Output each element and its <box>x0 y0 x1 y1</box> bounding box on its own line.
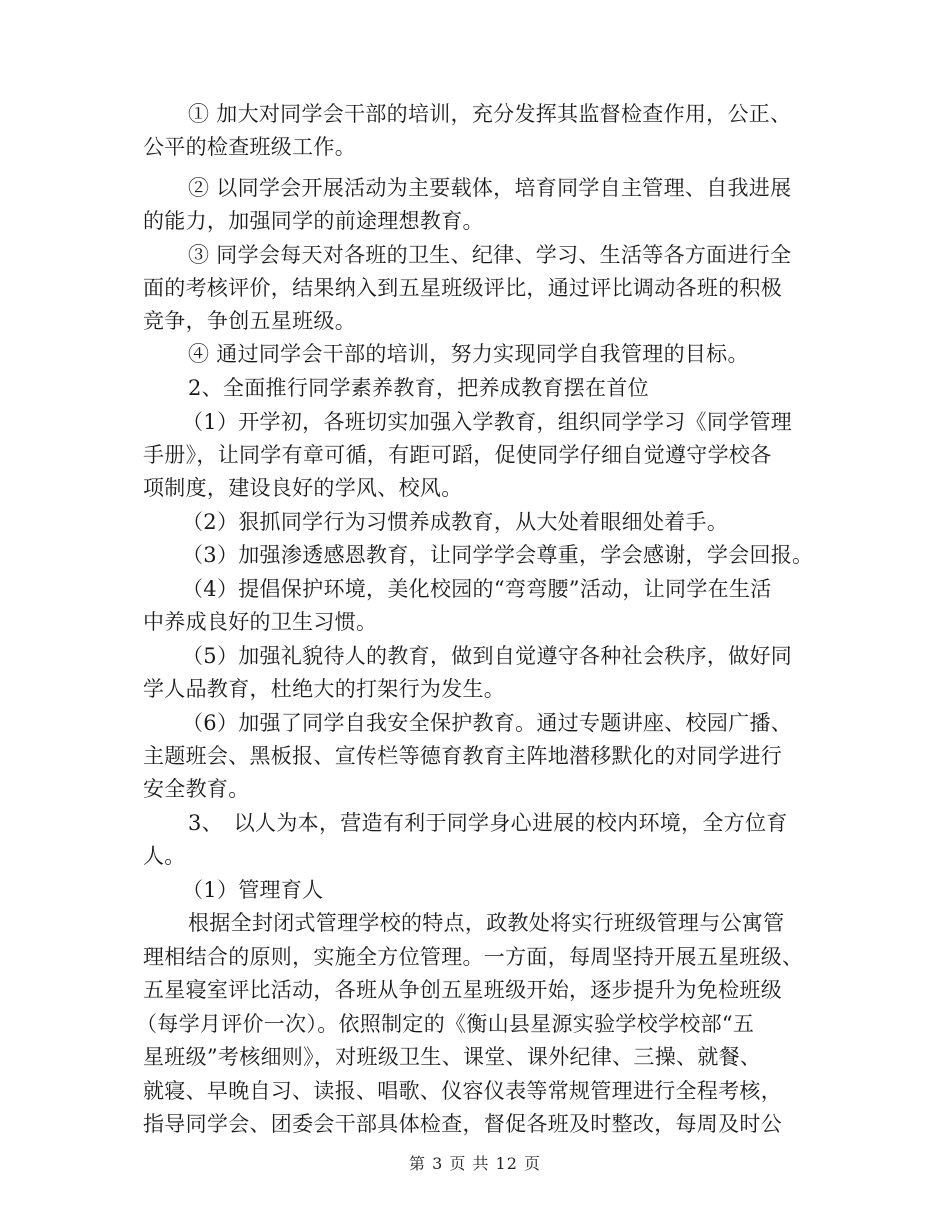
section-heading: 2、全面推行同学素养教育，把养成教育摆在首位 <box>188 376 649 400</box>
paragraph-line: 的能力，加强同学的前途理想教育。 <box>143 209 484 233</box>
paragraph-line: （每学月评价一次）。依照制定的《衡山县星源实验学校学校部“五 <box>136 1012 755 1036</box>
page-footer <box>0 1153 950 1175</box>
paragraph-line: （3）加强渗透感恩教育，让同学学会尊重，学会感谢，学会回报。 <box>182 543 814 567</box>
paragraph-line: 人。 <box>143 844 186 868</box>
section-heading: 3、 以人为本，营造有利于同学身心进展的校内环境，全方位育 <box>188 811 788 835</box>
paragraph-line: （1）开学初，各班切实加强入学教育，组织同学学习《同学管理 <box>182 410 793 434</box>
paragraph-line: 中养成良好的卫生习惯。 <box>143 610 378 634</box>
paragraph-line: （5）加强礼貌待人的教育，做到自觉遵守各种社会秩序，做好同 <box>182 644 793 668</box>
paragraph-line: 五星寝室评比活动，各班从争创五星班级开始，逐步提升为免检班级 <box>143 978 782 1002</box>
paragraph-line: 主题班会、黑板报、宣传栏等德育教育主阵地潜移默化的对同学进行 <box>143 744 782 768</box>
paragraph-line: 面的考核评价，结果纳入到五星班级评比，通过评比调动各班的积极 <box>143 276 782 300</box>
paragraph-line: 就寝、早晚自习、读报、唱歌、仪容仪表等常规管理进行全程考核， <box>143 1079 782 1103</box>
paragraph-line: 星班级”考核细则》，对班级卫生、课堂、课外纪律、三操、就餐、 <box>143 1045 762 1069</box>
paragraph-line: 指导同学会、团委会干部具体检查，督促各班及时整改，每周及时公 <box>143 1112 782 1136</box>
paragraph-line: 安全教育。 <box>143 777 250 801</box>
paragraph-line: （4）提倡保护环境，美化校园的“弯弯腰”活动，让同学在生活 <box>182 577 772 601</box>
paragraph-line: ② 以同学会开展活动为主要载体，培育同学自主管理、自我进展 <box>188 176 792 200</box>
paragraph-line: ① 加大对同学会干部的培训，充分发挥其监督检查作用，公正、 <box>188 102 792 126</box>
paragraph-line: 理相结合的原则，实施全方位管理。一方面，每周坚持开展五星班级、 <box>143 945 804 969</box>
paragraph-line: 根据全封闭式管理学校的特点，政教处将实行班级管理与公寓管 <box>188 911 785 935</box>
paragraph-line: 公平的检查班级工作。 <box>143 135 356 159</box>
paragraph-line: 竞争，争创五星班级。 <box>143 309 356 333</box>
paragraph-line: ④ 通过同学会干部的培训，努力实现同学自我管理的目标。 <box>188 342 749 366</box>
paragraph-line: 项制度，建设良好的学风、校风。 <box>143 476 463 500</box>
paragraph-line: （6）加强了同学自我安全保护教育。通过专题讲座、校园广播、 <box>182 711 793 735</box>
paragraph-line: （2）狠抓同学行为习惯养成教育，从大处着眼细处着手。 <box>182 510 729 534</box>
paragraph-line: 学人品教育，杜绝大的打架行为发生。 <box>143 677 506 701</box>
page-number: 第 3 页 共 12 页 <box>409 1154 541 1173</box>
paragraph-line: ③ 同学会每天对各班的卫生、纪律、学习、生活等各方面进行全 <box>188 243 792 267</box>
paragraph-line: 手册》，让同学有章可循，有距可蹈，促使同学仔细自觉遵守学校各 <box>143 443 772 467</box>
subsection-heading: （1）管理育人 <box>182 878 324 902</box>
